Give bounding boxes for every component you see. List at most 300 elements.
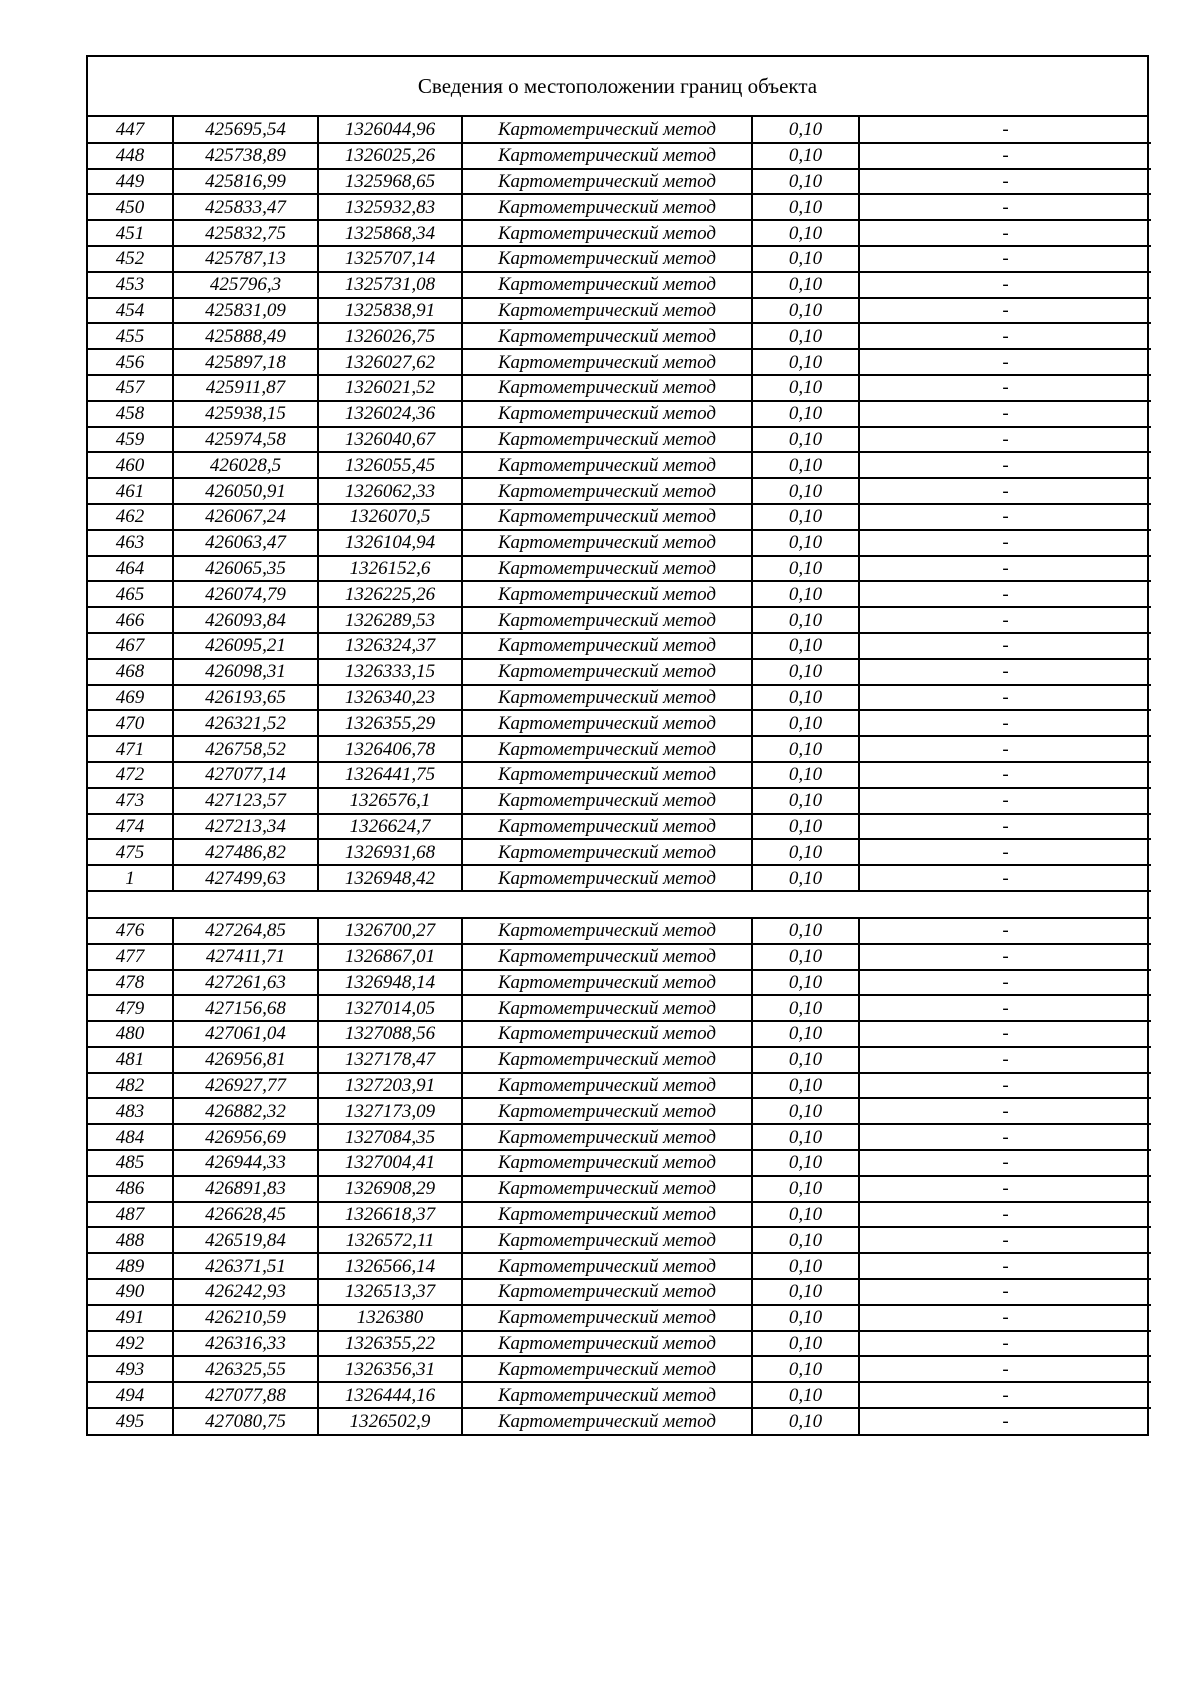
x-coordinate-cell: 425888,49 (173, 323, 318, 349)
accuracy-cell: 0,10 (752, 659, 859, 685)
y-coordinate-cell: 1326040,67 (318, 427, 462, 453)
description-cell: - (859, 1253, 1151, 1279)
contour-separator-row (88, 891, 1151, 918)
method-cell: Картометрический метод (462, 607, 752, 633)
description-cell: - (859, 272, 1151, 298)
method-cell: Картометрический метод (462, 478, 752, 504)
y-coordinate-cell: 1326441,75 (318, 762, 462, 788)
x-coordinate-cell: 427264,85 (173, 918, 318, 944)
y-coordinate-cell: 1326021,52 (318, 375, 462, 401)
x-coordinate-cell: 426093,84 (173, 607, 318, 633)
point-number-cell: 483 (88, 1098, 173, 1124)
description-cell: - (859, 865, 1151, 891)
method-cell: Картометрический метод (462, 788, 752, 814)
y-coordinate-cell: 1326572,11 (318, 1227, 462, 1253)
method-cell: Картометрический метод (462, 556, 752, 582)
table-row (88, 1150, 1151, 1176)
point-number-cell: 488 (88, 1227, 173, 1253)
x-coordinate-cell: 426316,33 (173, 1331, 318, 1357)
description-cell: - (859, 530, 1151, 556)
description-cell: - (859, 1331, 1151, 1357)
table-row (88, 1305, 1151, 1331)
y-coordinate-cell: 1326070,5 (318, 504, 462, 530)
x-coordinate-cell: 426956,81 (173, 1047, 318, 1073)
x-coordinate-cell: 427156,68 (173, 995, 318, 1021)
y-coordinate-cell: 1327203,91 (318, 1073, 462, 1099)
method-cell: Картометрический метод (462, 944, 752, 970)
description-cell: - (859, 401, 1151, 427)
point-number-cell: 480 (88, 1021, 173, 1047)
y-coordinate-cell: 1326867,01 (318, 944, 462, 970)
table-row (88, 220, 1151, 246)
accuracy-cell: 0,10 (752, 478, 859, 504)
y-coordinate-cell: 1325731,08 (318, 272, 462, 298)
point-number-cell: 470 (88, 710, 173, 736)
description-cell: - (859, 1124, 1151, 1150)
table-row (88, 685, 1151, 711)
method-cell: Картометрический метод (462, 246, 752, 272)
point-number-cell: 461 (88, 478, 173, 504)
table-row (88, 298, 1151, 324)
method-cell: Картометрический метод (462, 349, 752, 375)
method-cell: Картометрический метод (462, 685, 752, 711)
accuracy-cell: 0,10 (752, 685, 859, 711)
description-cell: - (859, 349, 1151, 375)
description-cell: - (859, 762, 1151, 788)
point-number-cell: 465 (88, 581, 173, 607)
y-coordinate-cell: 1325968,65 (318, 169, 462, 195)
accuracy-cell: 0,10 (752, 349, 859, 375)
accuracy-cell: 0,10 (752, 1176, 859, 1202)
description-cell: - (859, 452, 1151, 478)
x-coordinate-cell: 425832,75 (173, 220, 318, 246)
table-row (88, 1279, 1151, 1305)
x-coordinate-cell: 425911,87 (173, 375, 318, 401)
y-coordinate-cell: 1326931,68 (318, 839, 462, 865)
method-cell: Картометрический метод (462, 581, 752, 607)
y-coordinate-cell: 1326513,37 (318, 1279, 462, 1305)
point-number-cell: 474 (88, 814, 173, 840)
description-cell: - (859, 1227, 1151, 1253)
description-cell: - (859, 839, 1151, 865)
table-row (88, 1047, 1151, 1073)
description-cell: - (859, 659, 1151, 685)
description-cell: - (859, 117, 1151, 143)
table-row (88, 452, 1151, 478)
description-cell: - (859, 1047, 1151, 1073)
accuracy-cell: 0,10 (752, 169, 859, 195)
description-cell: - (859, 1073, 1151, 1099)
x-coordinate-cell: 427499,63 (173, 865, 318, 891)
description-cell: - (859, 710, 1151, 736)
accuracy-cell: 0,10 (752, 710, 859, 736)
point-number-cell: 455 (88, 323, 173, 349)
accuracy-cell: 0,10 (752, 839, 859, 865)
y-coordinate-cell: 1326618,37 (318, 1202, 462, 1228)
point-number-cell: 477 (88, 944, 173, 970)
table-row (88, 944, 1151, 970)
description-cell: - (859, 1098, 1151, 1124)
x-coordinate-cell: 425787,13 (173, 246, 318, 272)
x-coordinate-cell: 426371,51 (173, 1253, 318, 1279)
description-cell: - (859, 1356, 1151, 1382)
x-coordinate-cell: 427213,34 (173, 814, 318, 840)
x-coordinate-cell: 426891,83 (173, 1176, 318, 1202)
point-number-cell: 464 (88, 556, 173, 582)
table-row (88, 633, 1151, 659)
x-coordinate-cell: 425796,3 (173, 272, 318, 298)
description-cell: - (859, 1202, 1151, 1228)
accuracy-cell: 0,10 (752, 427, 859, 453)
table-row (88, 530, 1151, 556)
method-cell: Картометрический метод (462, 1047, 752, 1073)
point-number-cell: 462 (88, 504, 173, 530)
point-number-cell: 453 (88, 272, 173, 298)
point-number-cell: 450 (88, 194, 173, 220)
accuracy-cell: 0,10 (752, 814, 859, 840)
table-row (88, 865, 1151, 891)
accuracy-cell: 0,10 (752, 1047, 859, 1073)
accuracy-cell: 0,10 (752, 581, 859, 607)
table-row (88, 1382, 1151, 1408)
description-cell: - (859, 814, 1151, 840)
x-coordinate-cell: 426028,5 (173, 452, 318, 478)
table-row (88, 272, 1151, 298)
table-row (88, 1073, 1151, 1099)
x-coordinate-cell: 425816,99 (173, 169, 318, 195)
point-number-cell: 463 (88, 530, 173, 556)
table-row (88, 1227, 1151, 1253)
method-cell: Картометрический метод (462, 736, 752, 762)
point-number-cell: 457 (88, 375, 173, 401)
description-cell: - (859, 736, 1151, 762)
description-cell: - (859, 1021, 1151, 1047)
table-row (88, 1176, 1151, 1202)
y-coordinate-cell: 1326356,31 (318, 1356, 462, 1382)
x-coordinate-cell: 425695,54 (173, 117, 318, 143)
y-coordinate-cell: 1326340,23 (318, 685, 462, 711)
method-cell: Картометрический метод (462, 1098, 752, 1124)
description-cell: - (859, 1305, 1151, 1331)
accuracy-cell: 0,10 (752, 272, 859, 298)
table-row (88, 788, 1151, 814)
description-cell: - (859, 169, 1151, 195)
accuracy-cell: 0,10 (752, 194, 859, 220)
table-row (88, 918, 1151, 944)
table-row (88, 581, 1151, 607)
description-cell: - (859, 995, 1151, 1021)
table-row (88, 762, 1151, 788)
point-number-cell: 468 (88, 659, 173, 685)
y-coordinate-cell: 1326948,42 (318, 865, 462, 891)
accuracy-cell: 0,10 (752, 1279, 859, 1305)
y-coordinate-cell: 1326152,6 (318, 556, 462, 582)
y-coordinate-cell: 1327084,35 (318, 1124, 462, 1150)
point-number-cell: 449 (88, 169, 173, 195)
x-coordinate-cell: 426321,52 (173, 710, 318, 736)
y-coordinate-cell: 1325838,91 (318, 298, 462, 324)
x-coordinate-cell: 427061,04 (173, 1021, 318, 1047)
point-number-cell: 458 (88, 401, 173, 427)
description-cell: - (859, 194, 1151, 220)
method-cell: Картометрический метод (462, 1124, 752, 1150)
y-coordinate-cell: 1326104,94 (318, 530, 462, 556)
y-coordinate-cell: 1326355,29 (318, 710, 462, 736)
y-coordinate-cell: 1326324,37 (318, 633, 462, 659)
accuracy-cell: 0,10 (752, 401, 859, 427)
x-coordinate-cell: 427261,63 (173, 970, 318, 996)
method-cell: Картометрический метод (462, 814, 752, 840)
table-row (88, 1331, 1151, 1357)
point-number-cell: 484 (88, 1124, 173, 1150)
accuracy-cell: 0,10 (752, 246, 859, 272)
method-cell: Картометрический метод (462, 918, 752, 944)
x-coordinate-cell: 426927,77 (173, 1073, 318, 1099)
accuracy-cell: 0,10 (752, 1253, 859, 1279)
method-cell: Картометрический метод (462, 995, 752, 1021)
y-coordinate-cell: 1327178,47 (318, 1047, 462, 1073)
point-number-cell: 489 (88, 1253, 173, 1279)
method-cell: Картометрический метод (462, 865, 752, 891)
x-coordinate-cell: 426193,65 (173, 685, 318, 711)
point-number-cell: 466 (88, 607, 173, 633)
description-cell: - (859, 1382, 1151, 1408)
x-coordinate-cell: 426050,91 (173, 478, 318, 504)
point-number-cell: 454 (88, 298, 173, 324)
coordinates-table (88, 117, 1151, 1434)
description-cell: - (859, 1279, 1151, 1305)
method-cell: Картометрический метод (462, 633, 752, 659)
x-coordinate-cell: 426095,21 (173, 633, 318, 659)
description-cell: - (859, 944, 1151, 970)
description-cell: - (859, 298, 1151, 324)
accuracy-cell: 0,10 (752, 323, 859, 349)
description-cell: - (859, 375, 1151, 401)
point-number-cell: 492 (88, 1331, 173, 1357)
table-row (88, 970, 1151, 996)
y-coordinate-cell: 1326355,22 (318, 1331, 462, 1357)
method-cell: Картометрический метод (462, 298, 752, 324)
point-number-cell: 473 (88, 788, 173, 814)
method-cell: Картометрический метод (462, 375, 752, 401)
method-cell: Картометрический метод (462, 117, 752, 143)
point-number-cell: 494 (88, 1382, 173, 1408)
description-cell: - (859, 685, 1151, 711)
point-number-cell: 491 (88, 1305, 173, 1331)
y-coordinate-cell: 1326062,33 (318, 478, 462, 504)
point-number-cell: 475 (88, 839, 173, 865)
table-row (88, 375, 1151, 401)
accuracy-cell: 0,10 (752, 1202, 859, 1228)
x-coordinate-cell: 426074,79 (173, 581, 318, 607)
table-row (88, 1098, 1151, 1124)
description-cell: - (859, 323, 1151, 349)
method-cell: Картометрический метод (462, 1150, 752, 1176)
y-coordinate-cell: 1326027,62 (318, 349, 462, 375)
method-cell: Картометрический метод (462, 504, 752, 530)
method-cell: Картометрический метод (462, 169, 752, 195)
table-row (88, 1408, 1151, 1434)
accuracy-cell: 0,10 (752, 143, 859, 169)
method-cell: Картометрический метод (462, 1202, 752, 1228)
point-number-cell: 472 (88, 762, 173, 788)
method-cell: Картометрический метод (462, 194, 752, 220)
table-row (88, 1124, 1151, 1150)
y-coordinate-cell: 1325707,14 (318, 246, 462, 272)
point-number-cell: 486 (88, 1176, 173, 1202)
point-number-cell: 471 (88, 736, 173, 762)
y-coordinate-cell: 1326908,29 (318, 1176, 462, 1202)
table-row (88, 1356, 1151, 1382)
y-coordinate-cell: 1327088,56 (318, 1021, 462, 1047)
point-number-cell: 485 (88, 1150, 173, 1176)
y-coordinate-cell: 1326948,14 (318, 970, 462, 996)
method-cell: Картометрический метод (462, 1227, 752, 1253)
method-cell: Картометрический метод (462, 710, 752, 736)
method-cell: Картометрический метод (462, 1305, 752, 1331)
description-cell: - (859, 427, 1151, 453)
point-number-cell: 490 (88, 1279, 173, 1305)
y-coordinate-cell: 1326055,45 (318, 452, 462, 478)
accuracy-cell: 0,10 (752, 1408, 859, 1434)
method-cell: Картометрический метод (462, 401, 752, 427)
point-number-cell: 447 (88, 117, 173, 143)
method-cell: Картометрический метод (462, 143, 752, 169)
description-cell: - (859, 143, 1151, 169)
y-coordinate-cell: 1326576,1 (318, 788, 462, 814)
accuracy-cell: 0,10 (752, 1356, 859, 1382)
method-cell: Картометрический метод (462, 970, 752, 996)
method-cell: Картометрический метод (462, 1253, 752, 1279)
x-coordinate-cell: 425938,15 (173, 401, 318, 427)
point-number-cell: 456 (88, 349, 173, 375)
method-cell: Картометрический метод (462, 1408, 752, 1434)
point-number-cell: 467 (88, 633, 173, 659)
accuracy-cell: 0,10 (752, 995, 859, 1021)
x-coordinate-cell: 426065,35 (173, 556, 318, 582)
y-coordinate-cell: 1326026,75 (318, 323, 462, 349)
accuracy-cell: 0,10 (752, 736, 859, 762)
x-coordinate-cell: 426519,84 (173, 1227, 318, 1253)
y-coordinate-cell: 1327173,09 (318, 1098, 462, 1124)
table-row (88, 839, 1151, 865)
accuracy-cell: 0,10 (752, 298, 859, 324)
boundary-table-sheet (86, 55, 1149, 1436)
y-coordinate-cell: 1326700,27 (318, 918, 462, 944)
x-coordinate-cell: 426944,33 (173, 1150, 318, 1176)
point-number-cell: 448 (88, 143, 173, 169)
y-coordinate-cell: 1326566,14 (318, 1253, 462, 1279)
x-coordinate-cell: 427077,14 (173, 762, 318, 788)
x-coordinate-cell: 425738,89 (173, 143, 318, 169)
description-cell: - (859, 970, 1151, 996)
description-cell: - (859, 788, 1151, 814)
accuracy-cell: 0,10 (752, 117, 859, 143)
x-coordinate-cell: 426063,47 (173, 530, 318, 556)
table-row (88, 349, 1151, 375)
point-number-cell: 476 (88, 918, 173, 944)
y-coordinate-cell: 1326380 (318, 1305, 462, 1331)
method-cell: Картометрический метод (462, 1331, 752, 1357)
method-cell: Картометрический метод (462, 1176, 752, 1202)
description-cell: - (859, 504, 1151, 530)
method-cell: Картометрический метод (462, 452, 752, 478)
x-coordinate-cell: 426242,93 (173, 1279, 318, 1305)
x-coordinate-cell: 427486,82 (173, 839, 318, 865)
method-cell: Картометрический метод (462, 323, 752, 349)
accuracy-cell: 0,10 (752, 788, 859, 814)
point-number-cell: 451 (88, 220, 173, 246)
x-coordinate-cell: 426956,69 (173, 1124, 318, 1150)
accuracy-cell: 0,10 (752, 1305, 859, 1331)
y-coordinate-cell: 1326025,26 (318, 143, 462, 169)
table-row (88, 1202, 1151, 1228)
method-cell: Картометрический метод (462, 659, 752, 685)
table-row (88, 194, 1151, 220)
accuracy-cell: 0,10 (752, 970, 859, 996)
point-number-cell: 479 (88, 995, 173, 1021)
accuracy-cell: 0,10 (752, 944, 859, 970)
y-coordinate-cell: 1327004,41 (318, 1150, 462, 1176)
y-coordinate-cell: 1327014,05 (318, 995, 462, 1021)
accuracy-cell: 0,10 (752, 762, 859, 788)
method-cell: Картометрический метод (462, 1279, 752, 1305)
point-number-cell: 482 (88, 1073, 173, 1099)
method-cell: Картометрический метод (462, 272, 752, 298)
point-number-cell: 481 (88, 1047, 173, 1073)
accuracy-cell: 0,10 (752, 504, 859, 530)
accuracy-cell: 0,10 (752, 375, 859, 401)
accuracy-cell: 0,10 (752, 1098, 859, 1124)
y-coordinate-cell: 1325932,83 (318, 194, 462, 220)
accuracy-cell: 0,10 (752, 556, 859, 582)
point-number-cell: 495 (88, 1408, 173, 1434)
accuracy-cell: 0,10 (752, 918, 859, 944)
table-row (88, 117, 1151, 143)
x-coordinate-cell: 426628,45 (173, 1202, 318, 1228)
table-row (88, 1021, 1151, 1047)
method-cell: Картометрический метод (462, 1356, 752, 1382)
point-number-cell: 493 (88, 1356, 173, 1382)
x-coordinate-cell: 425831,09 (173, 298, 318, 324)
description-cell: - (859, 607, 1151, 633)
table-row (88, 478, 1151, 504)
x-coordinate-cell: 427077,88 (173, 1382, 318, 1408)
x-coordinate-cell: 426067,24 (173, 504, 318, 530)
point-number-cell: 478 (88, 970, 173, 996)
y-coordinate-cell: 1326289,53 (318, 607, 462, 633)
method-cell: Картометрический метод (462, 1073, 752, 1099)
description-cell: - (859, 220, 1151, 246)
description-cell: - (859, 556, 1151, 582)
point-number-cell: 459 (88, 427, 173, 453)
x-coordinate-cell: 427411,71 (173, 944, 318, 970)
x-coordinate-cell: 427123,57 (173, 788, 318, 814)
description-cell: - (859, 1176, 1151, 1202)
accuracy-cell: 0,10 (752, 1150, 859, 1176)
accuracy-cell: 0,10 (752, 452, 859, 478)
method-cell: Картометрический метод (462, 839, 752, 865)
point-number-cell: 452 (88, 246, 173, 272)
x-coordinate-cell: 425833,47 (173, 194, 318, 220)
x-coordinate-cell: 425897,18 (173, 349, 318, 375)
description-cell: - (859, 1150, 1151, 1176)
table-row (88, 246, 1151, 272)
point-number-cell: 1 (88, 865, 173, 891)
table-row (88, 814, 1151, 840)
x-coordinate-cell: 426882,32 (173, 1098, 318, 1124)
description-cell: - (859, 581, 1151, 607)
